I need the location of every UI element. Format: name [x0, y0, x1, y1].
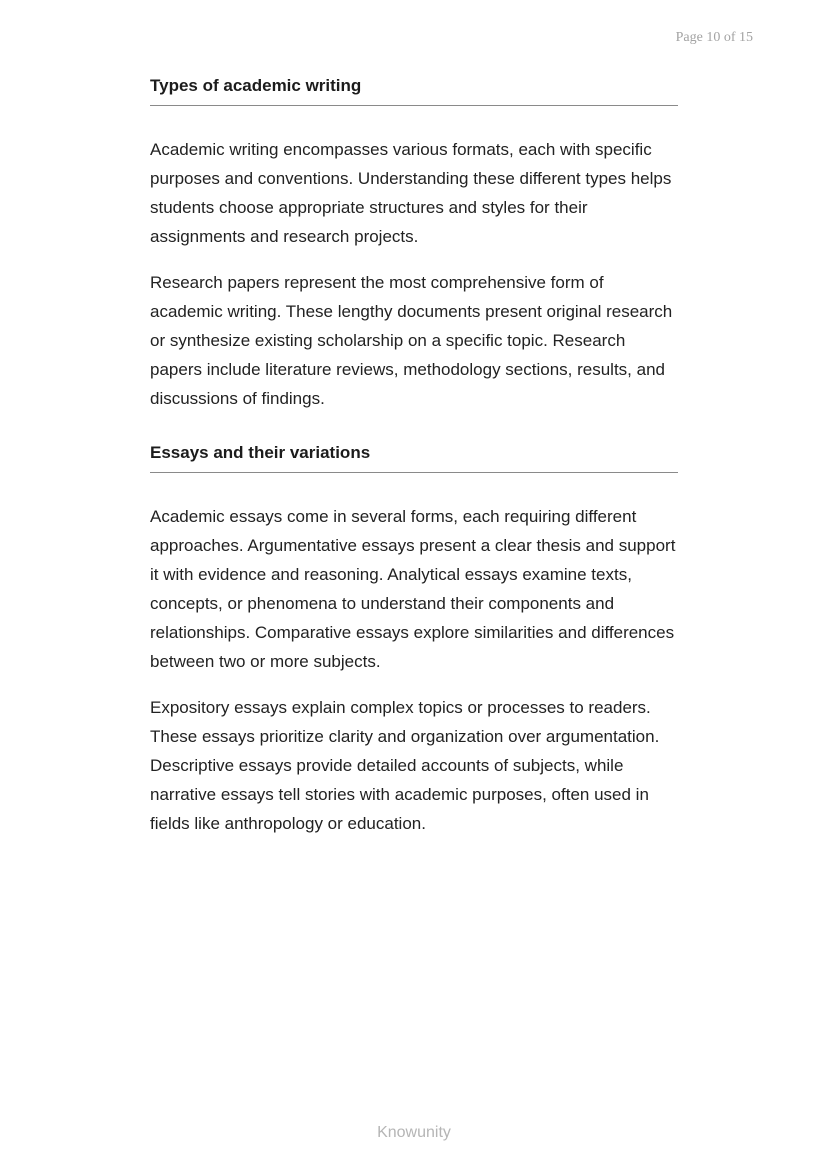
section-heading: Essays and their variations [150, 443, 678, 473]
section-essays-and-their-variations [150, 443, 678, 838]
page-number: Page 10 of 15 [675, 30, 753, 45]
paragraph: Expository essays explain complex topics or processes to readers. These essays prioritize clarity and organization over argumentation. Descriptive essays provide detailed accounts of subjects, while narrative essays tell stories with academic purposes, often used in fields like anthropology or education. [150, 698, 660, 833]
paragraph: Academic essays come in several forms, each requiring different approaches. Argumentative essays present a clear thesis and support it with evidence and reasoning. Analytical essays examine texts, concepts, or phenomena to understand their components and relationships. Comparative essays explore similarities and differences between two or more subjects. [150, 507, 676, 671]
document-body [150, 76, 678, 838]
footer-brand: Knowunity [377, 1124, 451, 1141]
section-types-of-academic-writing [150, 76, 678, 413]
paragraph: Research papers represent the most comprehensive form of academic writing. These lengthy documents present original research or synthesize existing scholarship on a specific topic. Research papers include literature reviews, methodology sections, results, and discussions of findings. [150, 273, 673, 408]
section-heading: Types of academic writing [150, 76, 678, 106]
paragraph: Academic writing encompasses various formats, each with specific purposes and conventions. Understanding these different types helps students choose appropriate structures and styles for their assignments and research projects. [150, 140, 672, 246]
